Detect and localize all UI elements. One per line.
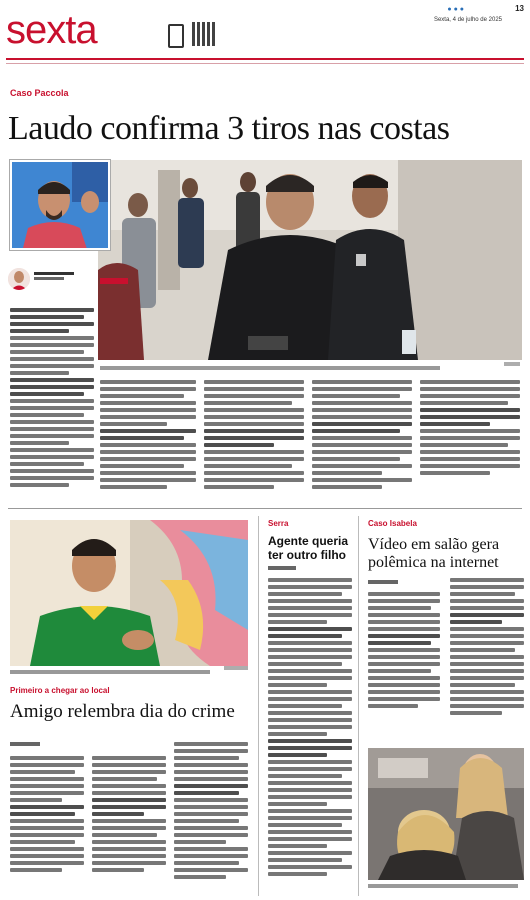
qr-code-icon <box>192 22 216 46</box>
column-rule-right <box>358 516 359 896</box>
main-story-column-1 <box>100 380 196 500</box>
inset-portrait-photo <box>10 160 110 250</box>
inset-portrait-illustration <box>12 162 110 250</box>
masthead-rule <box>6 58 524 60</box>
left-story-byline <box>10 742 40 746</box>
mid-story-headline: Agente queria ter outro filho <box>268 534 349 562</box>
main-story-headline: Laudo confirma 3 tiros nas costas <box>8 110 450 147</box>
author-name <box>34 272 92 280</box>
masthead-rule-thin <box>6 63 524 64</box>
left-story-column-1 <box>10 756 84 896</box>
author-box <box>8 268 92 296</box>
section-divider <box>8 508 522 509</box>
right-story-column-2 <box>450 578 524 740</box>
left-story-headline: Amigo relembra dia do crime <box>10 701 235 722</box>
right-story-kicker: Caso Isabela <box>368 519 417 528</box>
main-photo-caption <box>100 366 440 372</box>
main-story-column-2 <box>204 380 304 500</box>
main-story-column-4 <box>420 380 520 500</box>
left-photo-caption <box>10 670 210 676</box>
main-story-lead-column <box>10 308 94 498</box>
page-number: 13 <box>515 4 524 13</box>
right-photo-caption <box>368 884 518 890</box>
mid-story-kicker: Serra <box>268 519 289 528</box>
left-photo-illustration <box>10 520 248 666</box>
main-story-photo <box>98 160 522 360</box>
author-avatar <box>8 268 30 290</box>
main-photo-credit <box>504 362 520 366</box>
right-photo-illustration <box>368 748 524 880</box>
right-story-photo <box>368 748 524 880</box>
author-avatar-illustration <box>8 268 30 290</box>
left-story-column-2 <box>92 756 166 896</box>
main-story-kicker: Caso Paccola <box>10 88 69 98</box>
left-photo-credit <box>224 666 248 670</box>
left-story-photo <box>10 520 248 666</box>
mid-story-column <box>268 578 352 896</box>
right-story-headline: Vídeo em salão gera polêmica na internet <box>368 536 500 571</box>
right-story-byline <box>368 580 398 584</box>
newspaper-emblem-icon <box>168 24 184 48</box>
main-story-column-3 <box>312 380 412 500</box>
masthead <box>0 0 530 70</box>
mid-story-byline <box>268 566 296 570</box>
section-title: sexta <box>6 8 97 52</box>
column-rule-left <box>258 516 259 896</box>
right-story-column-1 <box>368 592 440 740</box>
left-story-kicker: Primeiro a chegar ao local <box>10 686 110 695</box>
main-photo-illustration <box>98 160 522 360</box>
left-story-column-3 <box>174 742 248 896</box>
newspaper-logo-icon: ● ● ● <box>447 6 464 13</box>
date-line: Sexta, 4 de julho de 2025 <box>433 17 502 23</box>
